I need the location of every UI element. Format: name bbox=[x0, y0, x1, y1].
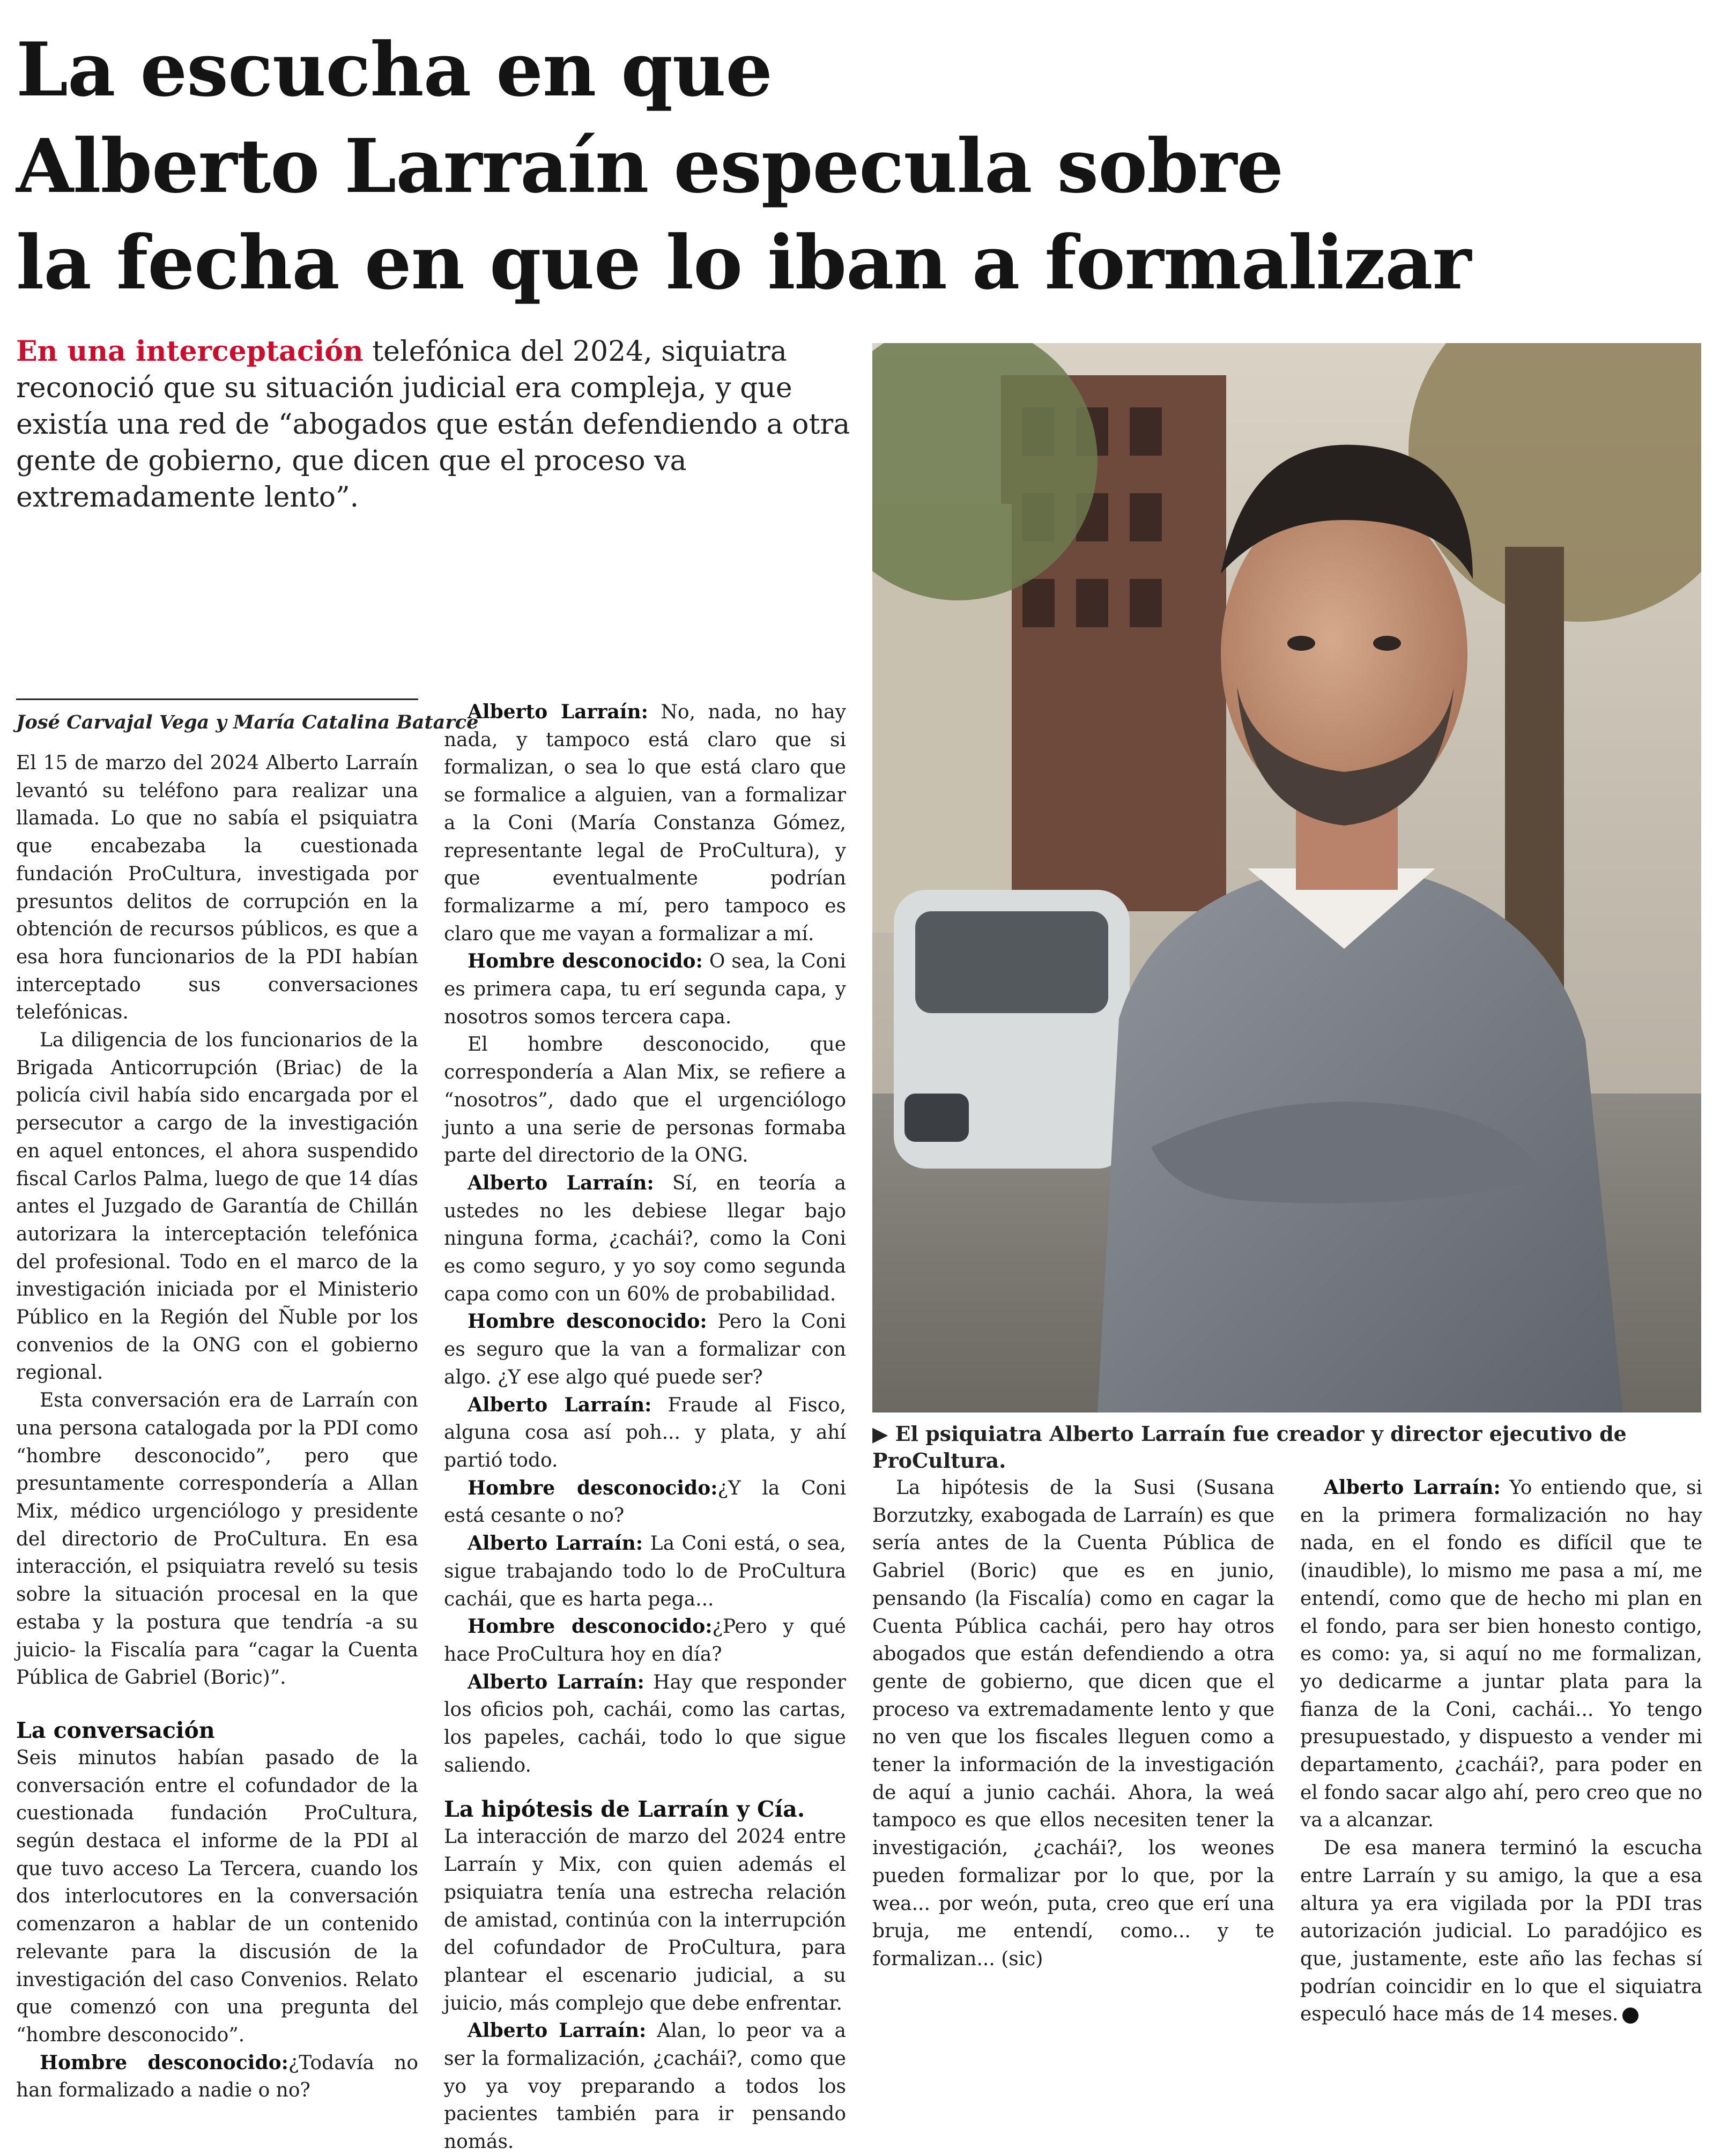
speaker-label: Hombre desconocido: bbox=[468, 950, 703, 973]
lead-paragraph bbox=[16, 333, 858, 516]
body-column-2 bbox=[444, 698, 846, 2156]
body-column-1 bbox=[16, 749, 418, 2105]
lead-kicker: En una interceptación bbox=[16, 335, 364, 368]
dialogue-text: ¿Todavía no han formalizado a nadie o no? bbox=[16, 2051, 418, 2102]
dialogue-paragraph bbox=[444, 948, 846, 1031]
dialogue-text: No, nada, no hay nada, y tampoco está claro que si formalizan, o sea lo que está claro que se formalice a alguien, van a formalizar a la Coni (María Constanza Gómez, representante legal de ProCultura), y que eventualmente podrían formalizarme a mí, pero tampoco es claro que me vayan a formalizar a mí. bbox=[444, 701, 846, 945]
dialogue-paragraph bbox=[444, 1530, 846, 1613]
speaker-label: Alberto Larraín: bbox=[468, 2019, 647, 2042]
body-column-3 bbox=[872, 1474, 1274, 1973]
body-paragraph: Esta conversación era de Larraín con una persona catalogada por la PDI como “hombre desconocido”, pero que presuntamente correspondería a Allan Mix, médico urgenciólogo y presidente del directorio de ProCultura. En esa interacción, el psiquiatra reveló su tesis sobre la situación procesal en la que estaba y la postura que tendría -a su juicio- la Fiscalía para “cagar la Cuenta Pública de Gabriel (Boric)”. bbox=[16, 1389, 418, 1689]
speaker-label: Hombre desconocido: bbox=[468, 1615, 713, 1638]
lead-text: telefónica del 2024, siquiatra reconoció que su situación judicial era compleja, y que existía una red de “abogados que están defendiendo a otra gente de gobierno, que dicen que el proceso va extremadamente lento”. bbox=[16, 336, 850, 514]
dialogue-paragraph bbox=[444, 1613, 846, 1668]
dialogue-paragraph bbox=[444, 1308, 846, 1391]
dialogue-text: Alan, lo peor va a ser la formalización, ¿cachái?, como que yo ya voy preparando a todos los pacientes también para ir pensando nomás. bbox=[444, 2020, 846, 2153]
dialogue-text: ¿Pero y qué hace ProCultura hoy en día? bbox=[444, 1616, 846, 1666]
closing-text: De esa manera terminó la escucha entre Larraín y su amigo, la que a esa altura ya era vigilada por la PDI tras autorización judicial. Lo paradójico es que, justamente, este año las fechas sí podrían coincidir en lo que el siquiatra especuló hace más de 14 meses. bbox=[1300, 1837, 1702, 2026]
speaker-label: Hombre desconocido: bbox=[40, 2051, 288, 2074]
headline-line: Alberto Larraín especula sobre bbox=[16, 122, 1284, 210]
body-paragraph: La diligencia de los funcionarios de la Brigada Anticorrupción (Briac) de la policía civil había sido encargada por el persecutor a cargo de la investigación en aquel entonces, el ahora suspendido fiscal Carlos Palma, luego de que 14 días antes el Juzgado de Garantía de Chillán autorizara la interceptación telefónica del profesional. Todo en el marco de la investigación iniciada por el Ministerio Público en la Región del Ñuble por los convenios de la ONG con el gobierno regional. bbox=[16, 1029, 418, 1384]
dialogue-paragraph bbox=[16, 2049, 418, 2105]
article-photo bbox=[872, 343, 1701, 1412]
dialogue-paragraph bbox=[444, 1475, 846, 1530]
portrait-illustration bbox=[872, 343, 1701, 1412]
body-paragraph: La hipótesis de la Susi (Susana Borzutzky, exabogada de Larraín) es que sería antes de la Cuenta Pública de Gabriel (Boric) que es en junio, pensando (la Fiscalía) como en cagar la Cuenta Pública cachái, pero hay otros abogados que están defendiendo a otra gente de gobierno, que dicen que el proceso va extremadamente lento y que no ven que los fiscales lleguen como a tener la información de la investigación de aquí a junio cachái. Ahora, la weá tampoco es que ellos necesiten tener la investigación, ¿cachái?, los weones pueden formalizar por lo que, por la wea... por weón, puta, creo que erí una bruja, me entendí, como... y te formalizan... (sic) bbox=[872, 1477, 1274, 1970]
spacer bbox=[16, 1692, 418, 1716]
section-heading: La hipótesis de Larraín y Cía. bbox=[444, 1796, 805, 1823]
dialogue-text: La Coni está, o sea, sigue trabajando todo lo de ProCultura cachái, que es harta pega... bbox=[444, 1533, 846, 1610]
body-paragraph: La interacción de marzo del 2024 entre Larraín y Mix, con quien además el psiquiatra tenía una estrecha relación de amistad, continúa con la interrupción del cofundador de ProCultura, para plantear el escenario judicial, a su juicio, más complejo que debe enfrentar. bbox=[444, 1826, 846, 2014]
dialogue-paragraph bbox=[444, 1170, 846, 1309]
dialogue-text: ¿Y la Coni está cesante o no? bbox=[444, 1477, 846, 1527]
spacer bbox=[444, 1779, 846, 1795]
byline: José Carvajal Vega y María Catalina Batarce bbox=[16, 698, 418, 734]
dialogue-paragraph bbox=[444, 1669, 846, 1780]
dialogue-text: Sí, en teoría a ustedes no les debiese llegar bajo ninguna forma, ¿cachái?, como la Coni es como seguro, y yo soy como segunda capa como con un 60% de probabilidad. bbox=[444, 1172, 846, 1305]
dialogue-text: Hay que responder los oficios poh, cachái, como las cartas, los papeles, cachái, todo lo que sigue saliendo. bbox=[444, 1671, 846, 1776]
speaker-label: Alberto Larraín: bbox=[468, 701, 648, 723]
body-paragraph: Seis minutos habían pasado de la conversación entre el cofundador de la cuestionada fundación ProCultura, según destaca el informe de la PDI al que tuvo acceso La Tercera, cuando los dos interlocutores en la conversación comenzaron a hablar de un contenido relevante para la discusión de la investigación del caso Convenios. Relato que comenzó con una pregunta del “hombre desconocido”. bbox=[16, 1746, 418, 2046]
dialogue-text: Yo entiendo que, si en la primera formalización no hay nada, en el fondo es difícil que te (inaudible), lo mismo me pasa a mí, me entendí, como que de hecho mi plan en el fondo, para ser bien honesto contigo, es como: ya, si aquí no me formalizan, yo dedicarme a juntar plata para la fianza de la Coni, cachái... Yo tengo presupuestado, y dispuesto a vender mi departamento, ¿cachái?, para poder en el fondo sacar algo ahí, pero creo que no va a alcanzar. bbox=[1300, 1477, 1702, 1832]
headline-line: la fecha en que lo iban a formalizar bbox=[16, 219, 1471, 306]
speaker-label: Alberto Larraín: bbox=[1324, 1476, 1501, 1499]
dialogue-paragraph bbox=[1300, 1474, 1702, 1834]
dialogue-paragraph bbox=[444, 698, 846, 948]
section-heading: La conversación bbox=[16, 1717, 215, 1743]
dialogue-paragraph bbox=[444, 1392, 846, 1475]
photo-caption: ▶ El psiquiatra Alberto Larraín fue creador y director ejecutivo de ProCultura. bbox=[872, 1422, 1627, 1473]
speaker-label: Alberto Larraín: bbox=[468, 1532, 643, 1555]
dialogue-text: Fraude al Fisco, alguna cosa así poh... y plata, y ahí partió todo. bbox=[444, 1394, 846, 1471]
speaker-label: Alberto Larraín: bbox=[468, 1670, 644, 1693]
end-mark-icon bbox=[1622, 2008, 1638, 2024]
dialogue-text: Pero la Coni es seguro que la van a formalizar con algo. ¿Y ese algo qué puede ser? bbox=[444, 1311, 846, 1388]
body-paragraph: El 15 de marzo del 2024 Alberto Larraín levantó su teléfono para realizar una llamada. Lo que no sabía el psiquiatra que encabezaba la cuestionada fundación ProCultura, investigada por presuntos delitos de corrupción en la obtención de recursos públicos, es que a esa hora funcionarios de la PDI habían interceptado sus conversaciones telefónicas. bbox=[16, 752, 418, 1024]
headline-line: La escucha en que bbox=[16, 26, 772, 113]
body-paragraph bbox=[1300, 1834, 1702, 2028]
body-column-4 bbox=[1300, 1474, 1702, 2028]
speaker-label: Hombre desconocido: bbox=[468, 1476, 718, 1499]
dialogue-paragraph bbox=[444, 2017, 846, 2156]
headline bbox=[16, 21, 1571, 311]
body-paragraph: El hombre desconocido, que correspondería a Alan Mix, se refiere a “nosotros”, dado que el urgenciólogo junto a una serie de personas formaba parte del directorio de la ONG. bbox=[444, 1034, 846, 1167]
speaker-label: Alberto Larraín: bbox=[468, 1171, 654, 1194]
dialogue-text: O sea, la Coni es primera capa, tu erí segunda capa, y nosotros somos tercera capa. bbox=[444, 950, 846, 1028]
speaker-label: Alberto Larraín: bbox=[468, 1393, 652, 1416]
speaker-label: Hombre desconocido: bbox=[468, 1310, 707, 1333]
